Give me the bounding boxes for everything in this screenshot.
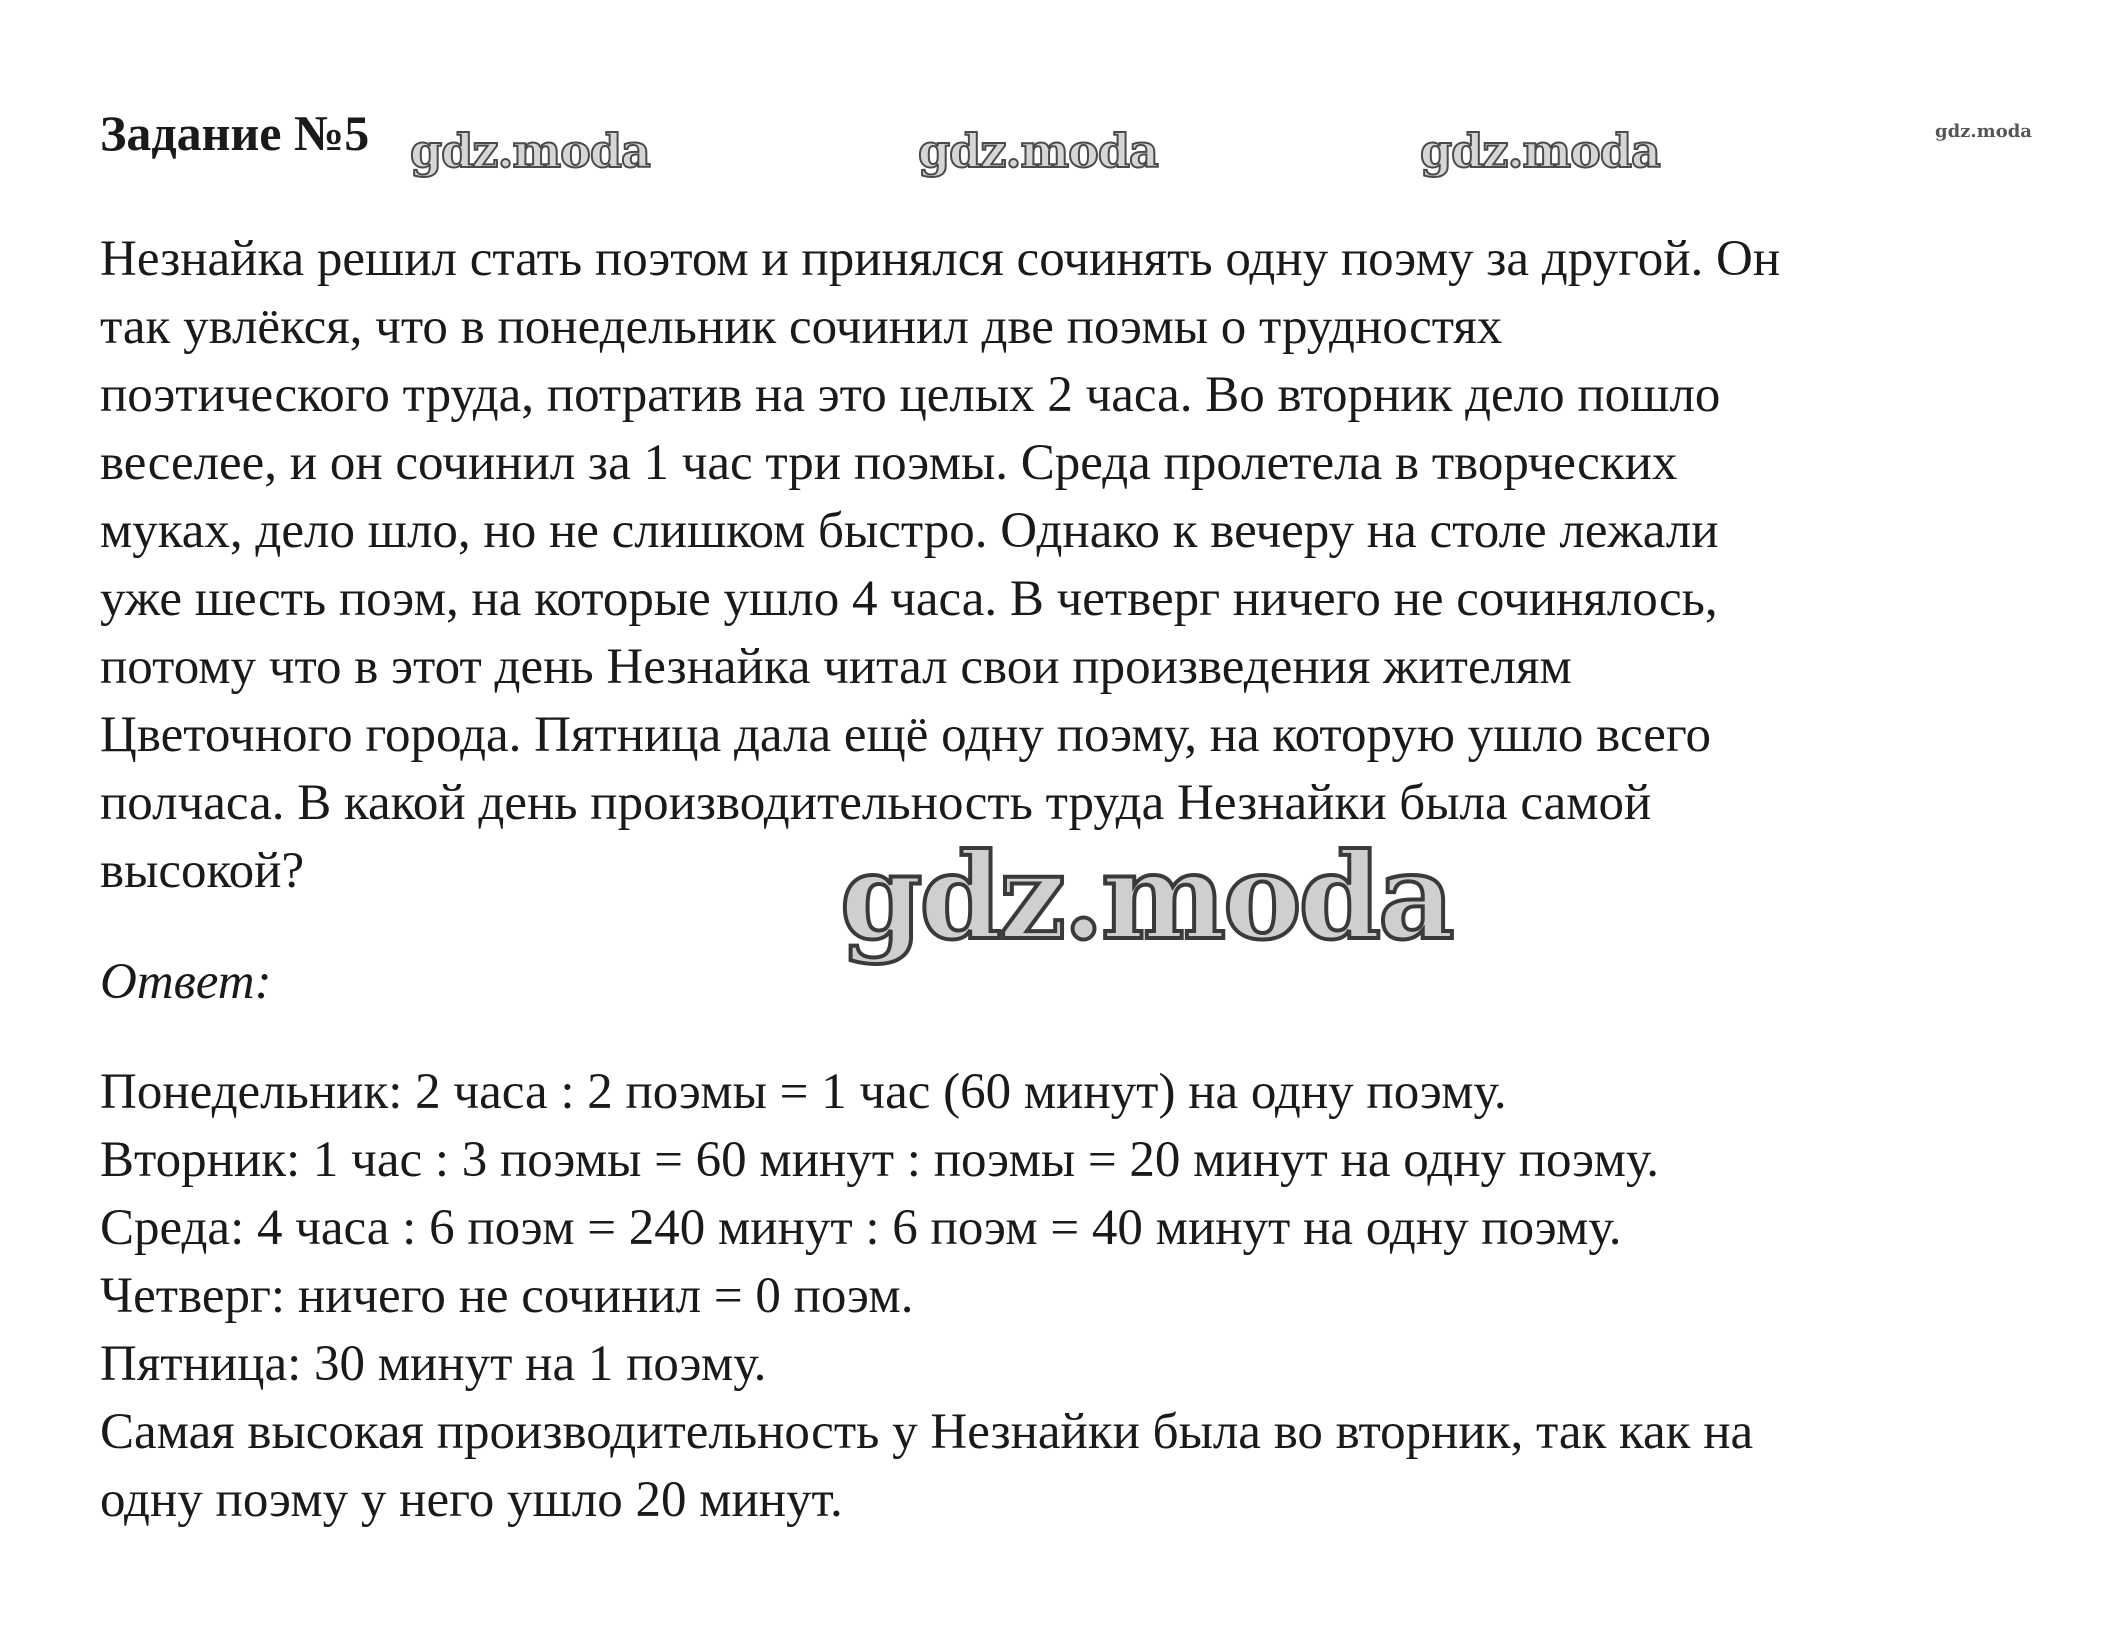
answer-label: Ответ: <box>100 954 272 1010</box>
problem-line: веселее, и он сочинил за 1 час три поэмы. Среда пролетела в творческих <box>100 435 1678 491</box>
watermark-center: gdz.moda <box>840 827 1452 966</box>
watermark-header-3: gdz.moda <box>1420 124 1660 178</box>
watermark-corner: gdz.moda <box>1935 121 2032 142</box>
watermark-header-1: gdz.moda <box>410 124 650 178</box>
problem-line: Незнайка решил стать поэтом и принялся сочинять одну поэму за другой. Он <box>100 231 1781 287</box>
answer-line: Самая высокая производительность у Незнайки была во вторник, так как на <box>100 1404 1754 1460</box>
problem-line: высокой? <box>100 843 305 899</box>
answer-line: Четверг: ничего не сочинил = 0 поэм. <box>100 1268 914 1324</box>
problem-line: уже шесть поэм, на которые ушло 4 часа. В четверг ничего не сочинялось, <box>100 571 1718 627</box>
answer-text <box>100 1058 2090 1534</box>
problem-line: Цветочного города. Пятница дала ещё одну поэму, на которую ушло всего <box>100 707 1711 763</box>
problem-line: поэтического труда, потратив на это целых 2 часа. Во вторник дело пошло <box>100 367 1721 423</box>
answer-line: Среда: 4 часа : 6 поэм = 240 минут : 6 поэм = 40 минут на одну поэму. <box>100 1200 1622 1256</box>
watermark-header-2: gdz.moda <box>918 124 1158 178</box>
answer-line: Пятница: 30 минут на 1 поэму. <box>100 1336 767 1392</box>
answer-line: Понедельник: 2 часа : 2 поэмы = 1 час (60 минут) на одну поэму. <box>100 1064 1507 1120</box>
problem-line: так увлёкся, что в понедельник сочинил две поэмы о трудностях <box>100 299 1503 355</box>
problem-line: полчаса. В какой день производительность труда Незнайки была самой <box>100 775 1652 831</box>
answer-line: одну поэму у него ушло 20 минут. <box>100 1472 843 1528</box>
problem-line: потому что в этот день Незнайка читал свои произведения жителям <box>100 639 1572 695</box>
problem-line: муках, дело шло, но не слишком быстро. Однако к вечеру на столе лежали <box>100 503 1719 559</box>
problem-text <box>100 225 2090 905</box>
answer-line: Вторник: 1 час : 3 поэмы = 60 минут : поэмы = 20 минут на одну поэму. <box>100 1132 1660 1188</box>
task-title: Задание №5 <box>100 105 370 161</box>
